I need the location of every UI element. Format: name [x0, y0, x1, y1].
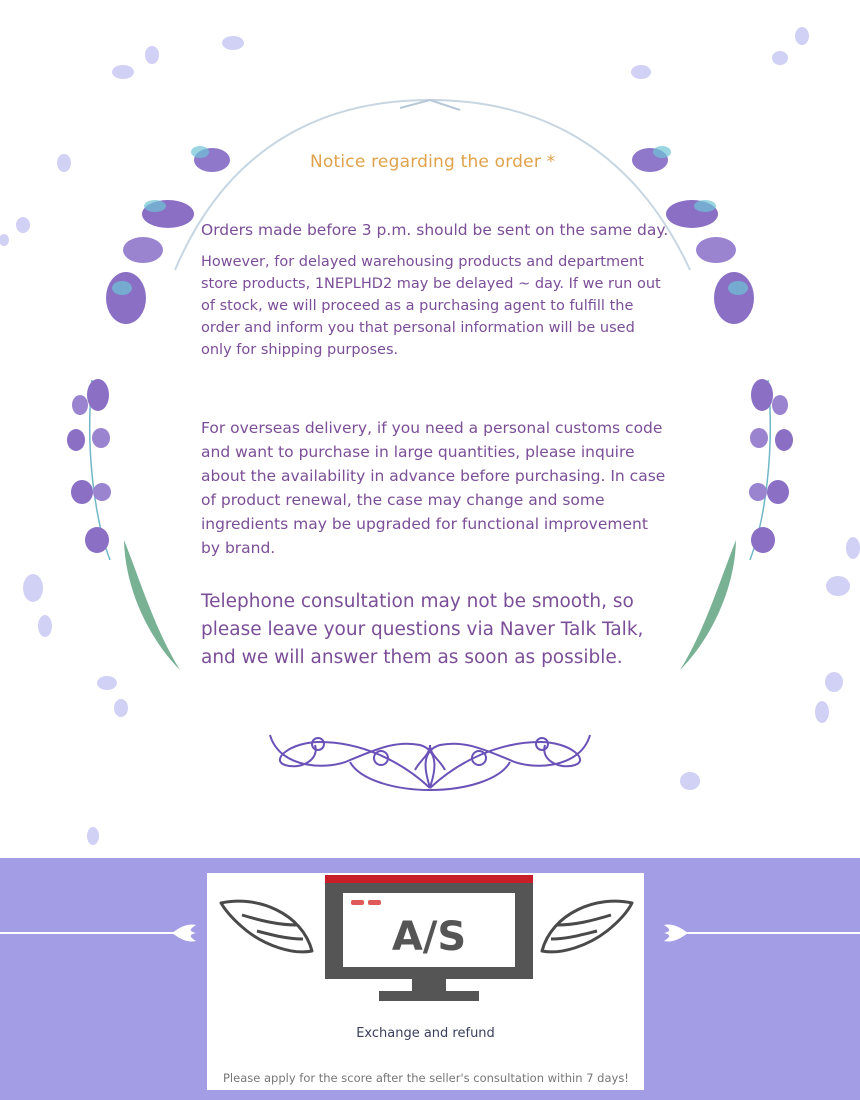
notice-same-day-text: Orders made before 3 p.m. should be sent on the same day.: [201, 221, 669, 239]
exchange-refund-label: Exchange and refund: [356, 1026, 495, 1041]
lavender-sprig-right: [680, 379, 793, 670]
as-card: [207, 873, 644, 1090]
flourish-ornament: [270, 735, 590, 790]
divider-line-right: [684, 932, 860, 934]
notice-overseas-text: For overseas delivery, if you need a personal customs code and want to purchase in large quantities, please inquire about the availability in advance before purchasing. In case of product renewal, the case may change and some ingredients may be upgraded for functional improvement by brand.: [201, 419, 666, 557]
arrow-ornament-right-icon: [662, 921, 690, 945]
apply-notice-text: Please apply for the score after the seller's consultation within 7 days!: [223, 1071, 629, 1085]
as-banner: [0, 858, 860, 1100]
wing-right-icon: [542, 901, 632, 952]
wing-left-icon: [221, 901, 312, 952]
arrow-ornament-left-icon: [170, 921, 198, 945]
monitor-as-text: A/S: [391, 914, 467, 960]
divider-line-left: [0, 932, 180, 934]
lavender-sprig-left: [67, 379, 180, 670]
notice-delay-text: However, for delayed warehousing products and department store products, 1NEPLHD2 may be delayed ~ day. If we run out of stock, we will proceed as a purchasing agent to fulfill the order and inform you that personal information will be used only for shipping purposes.: [201, 254, 661, 358]
notice-title: Notice regarding the order *: [310, 152, 556, 172]
notice-telephone-text: Telephone consultation may not be smooth, so please leave your questions via Naver Talk Talk, and we will answer them as soon as possible.: [201, 591, 644, 668]
